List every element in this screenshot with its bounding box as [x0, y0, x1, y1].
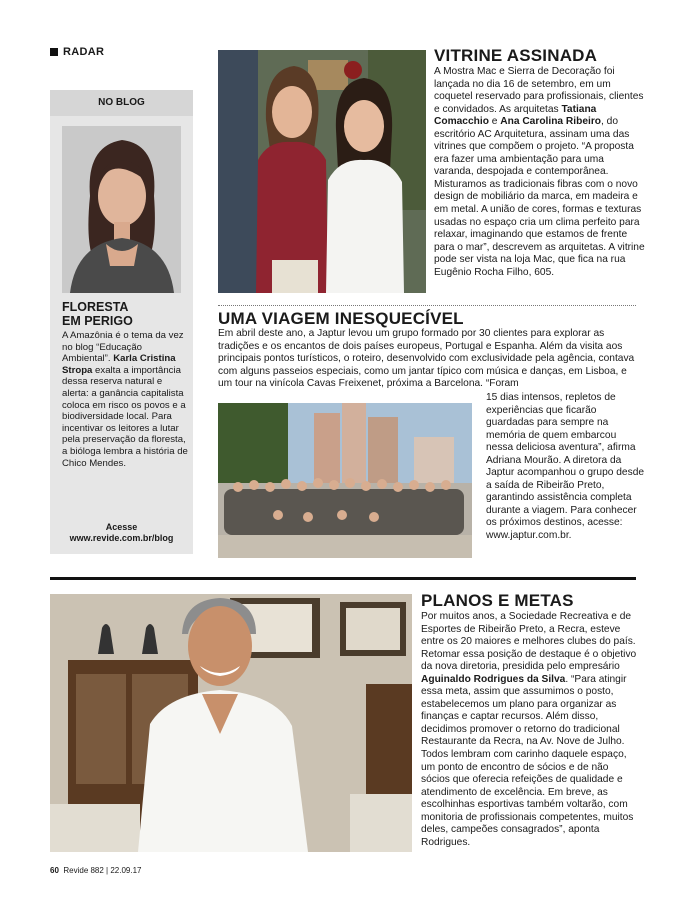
sidebar-header: NO BLOG	[50, 90, 193, 116]
sidebar-title: FLORESTA EM PERIGO	[62, 300, 133, 328]
page-footer	[50, 866, 142, 875]
article-body-viagem-side: 15 dias intensos, repletos de experiências que ficarão guardadas para sempre na memória de quem embarcou nessa deliciosa aventura”, afirma Adriana Mourão. A diretora da Japtur acompanhou o grupo desde a saída de Ribeirão Preto, garantindo assistência completa durante a viagem. Para conhecer os próximos destinos, acesse: www.japtur.com.br.	[486, 392, 645, 542]
travel-group-photo	[218, 403, 472, 558]
architect-name-1: Tatiana Comacchio	[434, 103, 597, 128]
club-president-photo	[50, 594, 412, 852]
article-title-vitrine: VITRINE ASSINADA	[434, 46, 598, 65]
architect-name-2: Ana Carolina Ribeiro	[500, 116, 602, 128]
architects-photo	[218, 50, 426, 293]
blogger-name: Karla Cristina Stropa	[62, 353, 176, 376]
article-title-planos: PLANOS E METAS	[421, 591, 574, 610]
section-label	[50, 46, 104, 58]
square-bullet-icon	[50, 48, 58, 56]
section-label-text: RADAR	[63, 46, 105, 58]
blog-sidebar	[50, 90, 193, 554]
blogger-portrait-photo	[62, 126, 181, 293]
blog-link[interactable]: Acesse www.revide.com.br/blog	[69, 522, 174, 543]
article-body-viagem-top: Em abril deste ano, a Japtur levou um grupo formado por 30 clientes para explorar as tradições e os encantos de dois países europeus, Portugal e Espanha. Além da visita aos principais pontos turísticos, o roteiro, desenvolvido com exclusividade pela agência, contava com alguns passeios especiais, como um jantar típico com música e danças, em Lisboa, e um tour na vinícola Cavas Freixenet, próxima a Barcelona. “Foram	[218, 328, 635, 390]
president-name: Aguinaldo Rodrigues da Silva	[421, 673, 566, 685]
dotted-divider	[218, 305, 636, 306]
article-body-planos: Por muitos anos, a Sociedade Recreativa e de Esportes de Ribeirão Preto, a Recra, esteve entre os 20 maiores e melhores clubes do país. Retomar essa posição de destaque é o objetivo da nova diretoria, presidida pelo empresário Aguinaldo Rodrigues da Silva. “Para atingir essa meta, assim que assumimos o posto, estabelecemos um plano para organizar as finanças e captar recursos. Além disso, decidimos promover o retorno do tradicional Restaurante da Recra, na Av. Nove de Julho. Todos lembram com carinho daquele espaço, um ponto de encontro de sócios e de não sócios que oferecia refeições de qualidade e atendimento de excelência. Em breve, as escolhinhas esportivas também voltarão, com monitoria de profissionais competentes, muitos deles, campeões consagrados”, aponta Rodrigues.	[421, 611, 637, 848]
issue-info: Revide 882 | 22.09.17	[63, 866, 142, 875]
article-body-vitrine: A Mostra Mac e Sierra de Decoração foi lançada no dia 16 de setembro, em um coquetel reservado para profissionais, clientes e convidados. As arquitetas Tatiana Comacchio e Ana Carolina Ribeiro, do escritório AC Arquitetura, assinam uma das vitrines que compõem o projeto. “A proposta era fazer uma ambientação para uma varanda, despojada e contemporânea. Misturamos as tradicionais fibras com o novo design de mobiliário da marca, em madeira e em metal. A união de cores, formas e texturas usadas no espaço cria um clima perfeito para relaxar, imaginando que estamos de frente para o mar”, descrevem as arquitetas. A vitrine pode ser vista na loja Mac, que fica na rua Eugênio Rocha Filho, 605.	[434, 66, 645, 278]
section-divider	[50, 577, 636, 580]
page-number: 60	[50, 866, 59, 875]
sidebar-body: A Amazônia é o tema da vez no blog “Educação Ambiental”. Karla Cristina Stropa exalta a importância dessa reserva natural e alerta: a ganância capitalista coloca em risco os povos e a biodiversidade local. Para incentivar os leitores a lutar pela preservação da floresta, a bióloga lembra a história de Chico Mendes.	[62, 330, 188, 469]
article-title-viagem: UMA VIAGEM INESQUECÍVEL	[218, 309, 464, 328]
